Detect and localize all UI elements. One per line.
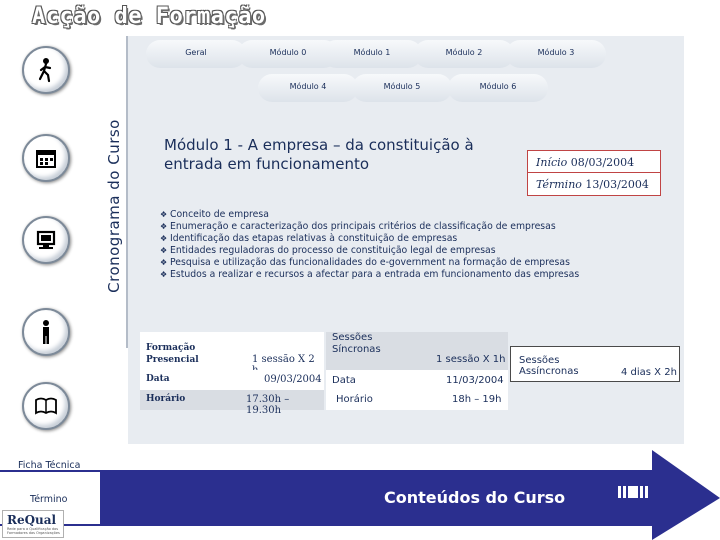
start-date-box	[527, 150, 661, 174]
tab-modulo-5[interactable]: Módulo 5	[352, 74, 452, 102]
navigation-arrow-icon	[0, 450, 720, 540]
topic-text: Identificação das etapas relativas à constituição de empresas	[170, 232, 458, 244]
presencial-label: Formação Presencial	[146, 343, 199, 365]
divider-line	[126, 36, 128, 348]
topic-text: Conceito de empresa	[170, 208, 269, 220]
list-item	[160, 268, 680, 280]
diamond-bullet-icon: ❖	[160, 221, 168, 231]
presencial-row	[140, 332, 324, 370]
sincronas-date-row	[326, 370, 508, 390]
person-standing-glyph	[37, 319, 55, 345]
tab-modulo-6[interactable]: Módulo 6	[448, 74, 548, 102]
sincronas-time-label: Horário	[336, 394, 373, 405]
diamond-bullet-icon: ❖	[160, 209, 168, 219]
module-heading	[164, 136, 524, 174]
assincronas-label: Sessões Assíncronas	[519, 355, 579, 377]
diamond-bullet-icon: ❖	[160, 269, 168, 279]
sincronas-time-value: 18h – 19h	[452, 394, 502, 405]
end-date-label: Término	[536, 178, 582, 191]
topic-text: Estudos a realizar e recursos a afectar para a entrada em funcionamento das empresas	[170, 268, 580, 280]
walking-person-icon[interactable]	[22, 46, 70, 94]
sincronas-row	[326, 332, 508, 370]
list-item	[160, 208, 680, 220]
logo-subtext: Rede para a Qualificação dos Formadores das Organizações	[7, 527, 60, 535]
computer-glyph	[35, 229, 57, 251]
start-date-label: Início	[536, 156, 568, 169]
page-title: Acção de Formação	[32, 4, 266, 29]
module-heading-prefix: Módulo 1	[164, 136, 233, 154]
presencial-sessions: 1 sessão X 2	[252, 354, 315, 365]
termino-link[interactable]: Término	[30, 494, 68, 505]
logo-name: ReQual	[7, 513, 57, 527]
start-date-value: 08/03/2004	[570, 156, 635, 169]
topic-text: Pesquisa e utilização das funcionalidades do e-government na formação de empresas	[170, 256, 570, 268]
tab-modulo-4[interactable]: Módulo 4	[258, 74, 358, 102]
presencial-time-label: Horário	[146, 394, 186, 404]
sincronas-sessions: 1 sessão X 1h	[436, 354, 506, 365]
conteudos-do-curso-link[interactable]: Conteúdos do Curso	[384, 488, 566, 507]
presencial-time-row	[140, 390, 324, 416]
tab-geral[interactable]: Geral	[146, 40, 246, 68]
sincronas-date-value: 11/03/2004	[446, 375, 504, 386]
sincronas-time-row	[326, 390, 508, 410]
diamond-bullet-icon: ❖	[160, 233, 168, 243]
presencial-date-label: Data	[146, 374, 170, 384]
diamond-bullet-icon: ❖	[160, 257, 168, 267]
list-item	[160, 244, 680, 256]
tab-modulo-3[interactable]: Módulo 3	[506, 40, 606, 68]
assincronas-duration: 4 dias X 2h	[621, 367, 677, 378]
diamond-bullet-icon: ❖	[160, 245, 168, 255]
side-label: Cronograma do Curso	[105, 119, 124, 293]
ficha-tecnica-link[interactable]: Ficha Técnica	[18, 460, 81, 471]
presencial-time-value: 17.30h – 19.30h	[246, 394, 290, 416]
tab-modulo-2[interactable]: Módulo 2	[414, 40, 514, 68]
topic-text: Entidades reguladoras do processo de constituição legal de empresas	[170, 244, 496, 256]
left-nav	[0, 40, 108, 340]
presencial-date-value: 09/03/2004	[264, 374, 322, 385]
footer-area	[0, 450, 720, 540]
open-book-glyph	[34, 396, 58, 416]
walking-person-glyph	[35, 57, 57, 83]
side-label-container	[104, 62, 124, 350]
module-heading-text: - A empresa – da constituição à entrada em funcionamento	[164, 136, 474, 173]
requal-logo	[2, 510, 64, 538]
calendar-glyph	[35, 147, 57, 169]
assincronas-box	[510, 346, 680, 382]
sincronas-label: Sessões Síncronas	[332, 332, 381, 355]
list-item	[160, 220, 680, 232]
calendar-icon[interactable]	[22, 134, 70, 182]
topic-text: Enumeração e caracterização dos principais critérios de classificação de empresas	[170, 220, 556, 232]
tab-modulo-1[interactable]: Módulo 1	[322, 40, 422, 68]
end-date-box	[527, 172, 661, 196]
sincronas-date-label: Data	[332, 375, 356, 386]
end-date-value: 13/03/2004	[585, 178, 649, 191]
computer-icon[interactable]	[22, 216, 70, 264]
open-book-icon[interactable]	[22, 382, 70, 430]
list-item	[160, 232, 680, 244]
topics-list	[160, 208, 680, 280]
list-item	[160, 256, 680, 268]
presencial-date-row	[140, 370, 324, 390]
tab-modulo-0[interactable]: Módulo 0	[238, 40, 338, 68]
person-standing-icon[interactable]	[22, 308, 70, 356]
